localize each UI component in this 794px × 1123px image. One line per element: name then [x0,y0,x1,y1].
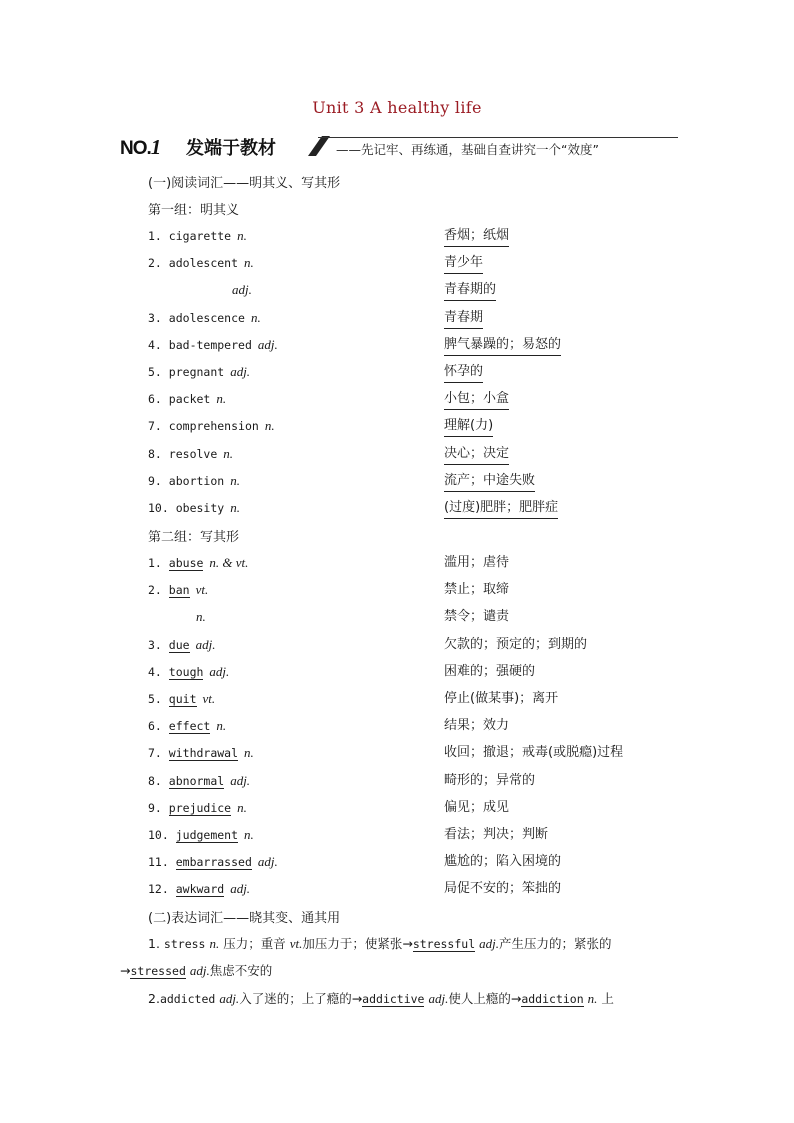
term [148,444,233,464]
term [148,879,250,899]
item-word: obesity [175,501,225,515]
item-pos: n. [237,228,247,243]
item-pos: n. [244,255,254,271]
list-item [0,553,794,573]
item-word: adolescent [168,256,239,271]
item-word: quit [168,692,197,706]
expression-line-1: 1. stress n. 压力；重音 vt.加压力于；使紧张→stressful adj.产生压力的；紧张的 [148,936,612,951]
section2-heading: (二)表达词汇——晓其变、通其用 [148,911,341,926]
item-meaning: 结果；效力 [444,718,510,734]
list-item [0,471,794,491]
item-pos: n. [196,609,206,625]
item-word: bad-tempered [168,337,252,352]
term [148,689,215,709]
slash-decoration-icon [308,136,334,156]
term [148,471,240,491]
item-number: 6. [148,392,162,407]
item-word: adolescence [168,310,245,325]
page-title: Unit 3 A healthy life [312,98,482,117]
item-meaning: 流产；中途失败 [444,471,535,492]
item-pos: n. [244,745,254,761]
item-pos: adj. [230,881,251,897]
item-number: 1. [148,556,162,570]
item-meaning: (过度)肥胖；肥胖症 [444,498,558,519]
item-pos: n. [223,445,234,461]
term [148,498,240,518]
item-pos: adj. [209,663,230,679]
item-pos: n. & vt. [209,555,249,570]
term [148,280,252,300]
item-number: 1. [148,229,162,243]
item-word: tough [168,664,204,679]
item-number: 12. [148,882,169,897]
item-pos: adj. [257,854,278,870]
item-number: 8. [148,773,162,788]
item-meaning: 停止(做某事)；离开 [444,691,559,706]
item-pos: adj. [232,282,252,298]
item-number: 7. [148,419,162,434]
list-item [0,362,794,382]
item-word: abuse [168,556,204,570]
item-number: 9. [148,800,162,815]
term [148,662,229,682]
term [148,825,254,845]
list-item [0,662,794,682]
list-item [0,308,794,328]
item-number: 10. [148,501,169,515]
item-pos: adj. [195,636,216,652]
item-pos: n. [244,827,254,842]
term [148,553,248,573]
item-word: judgement [175,828,239,842]
list-item [0,716,794,736]
term [148,308,261,328]
item-number: 3. [148,637,162,652]
item-meaning: 怀孕的 [444,362,483,383]
list-item [0,852,794,872]
list-item [0,635,794,655]
item-number: 6. [148,719,162,734]
list-item [0,825,794,845]
banner-rule [318,137,678,138]
item-pos: vt. [195,582,209,598]
item-word: due [168,637,190,652]
item-number: 5. [148,365,162,379]
item-meaning: 脾气暴躁的；易怒的 [444,335,561,356]
term [148,798,247,818]
item-pos: adj. [230,364,251,379]
item-word: embarrassed [175,855,252,870]
item-number: 7. [148,746,162,761]
item-meaning: 香烟；纸烟 [444,226,509,247]
term [148,771,250,791]
item-word: resolve [168,446,218,461]
item-meaning: 收回；撤退；戒毒(或脱瘾)过程 [444,745,624,761]
term [148,253,254,273]
term [148,743,254,763]
item-word: comprehension [168,419,259,434]
item-number: 5. [148,692,162,706]
term [148,852,278,872]
section1-heading: (一)阅读词汇——明其义、写其形 [148,176,341,191]
group1-heading: 第一组：明其义 [148,203,240,218]
item-word: prejudice [168,800,232,815]
item-meaning: 决心；决定 [444,444,509,465]
term [148,226,247,246]
item-number: 4. [148,664,162,679]
list-item [0,771,794,791]
term [148,389,226,409]
item-meaning: 青少年 [444,253,483,274]
term [148,362,250,382]
item-meaning: 局促不安的；笨拙的 [444,881,562,897]
item-meaning: 禁令；谴责 [444,609,510,625]
item-word: abortion [168,473,225,488]
list-item [0,798,794,818]
item-word: abnormal [168,773,225,788]
list-item [0,253,794,273]
list-item [0,226,794,246]
list-item [0,879,794,899]
item-meaning: 青春期的 [444,280,496,301]
item-meaning: 偏见；成见 [444,799,510,815]
item-pos: n. [250,309,261,325]
list-item [0,689,794,709]
item-number: 11. [148,855,169,870]
list-item [0,580,794,600]
term [148,416,275,436]
item-meaning: 理解(力) [444,416,493,437]
item-word: ban [168,583,190,598]
list-item [0,416,794,436]
item-word: awkward [175,882,225,897]
item-meaning: 青春期 [444,308,483,329]
section-banner [118,132,678,158]
item-word: cigarette [168,229,232,243]
item-number: 8. [148,446,162,461]
item-word: packet [168,392,211,407]
group2-heading: 第二组：写其形 [148,530,240,545]
item-meaning: 畸形的；异常的 [444,772,536,788]
list-item [0,607,794,627]
list-item [0,335,794,355]
list-item [0,444,794,464]
banner-heading: 发端于教材 [186,138,276,159]
list-item [0,389,794,409]
item-pos: n. [230,472,240,488]
item-pos: n. [264,418,275,434]
item-meaning: 尴尬的；陷入困境的 [444,854,562,870]
item-pos: n. [216,718,227,734]
term [148,716,226,736]
item-pos: n. [237,799,247,815]
term [148,607,206,627]
item-meaning: 滥用；虐待 [444,555,510,570]
item-pos: n. [230,500,240,515]
item-number: 2. [148,256,162,271]
item-number: 2. [148,583,162,598]
list-item [0,498,794,518]
item-meaning: 看法；判决；判断 [444,827,549,842]
item-number: 9. [148,473,162,488]
item-pos: vt. [202,691,216,706]
item-number: 4. [148,337,162,352]
item-word: effect [168,719,211,734]
item-meaning: 欠款的；预定的；到期的 [444,636,588,652]
term [148,335,278,355]
item-meaning: 小包；小盒 [444,389,509,410]
item-pos: adj. [257,336,278,352]
banner-subtitle: ——先记牢、再练通，基础自查讲究一个“效度” [336,142,599,157]
item-word: withdrawal [168,746,239,761]
list-item [0,280,794,300]
expression-line-2: →stressed adj.焦虑不安的 [120,963,273,978]
expression-line-3: 2.addicted adj.入了迷的；上了瘾的→addictive adj.使人上瘾的→addiction n. 上 [148,991,614,1006]
banner-number: NO.1 [120,135,161,159]
item-pos: adj. [230,772,251,788]
term [148,635,215,655]
item-word: pregnant [168,365,225,379]
term [148,580,208,600]
list-item [0,743,794,763]
item-pos: n. [216,391,227,407]
item-number: 3. [148,310,162,325]
item-meaning: 禁止；取缔 [444,582,510,598]
item-meaning: 困难的；强硬的 [444,663,536,679]
item-number: 10. [148,828,169,842]
